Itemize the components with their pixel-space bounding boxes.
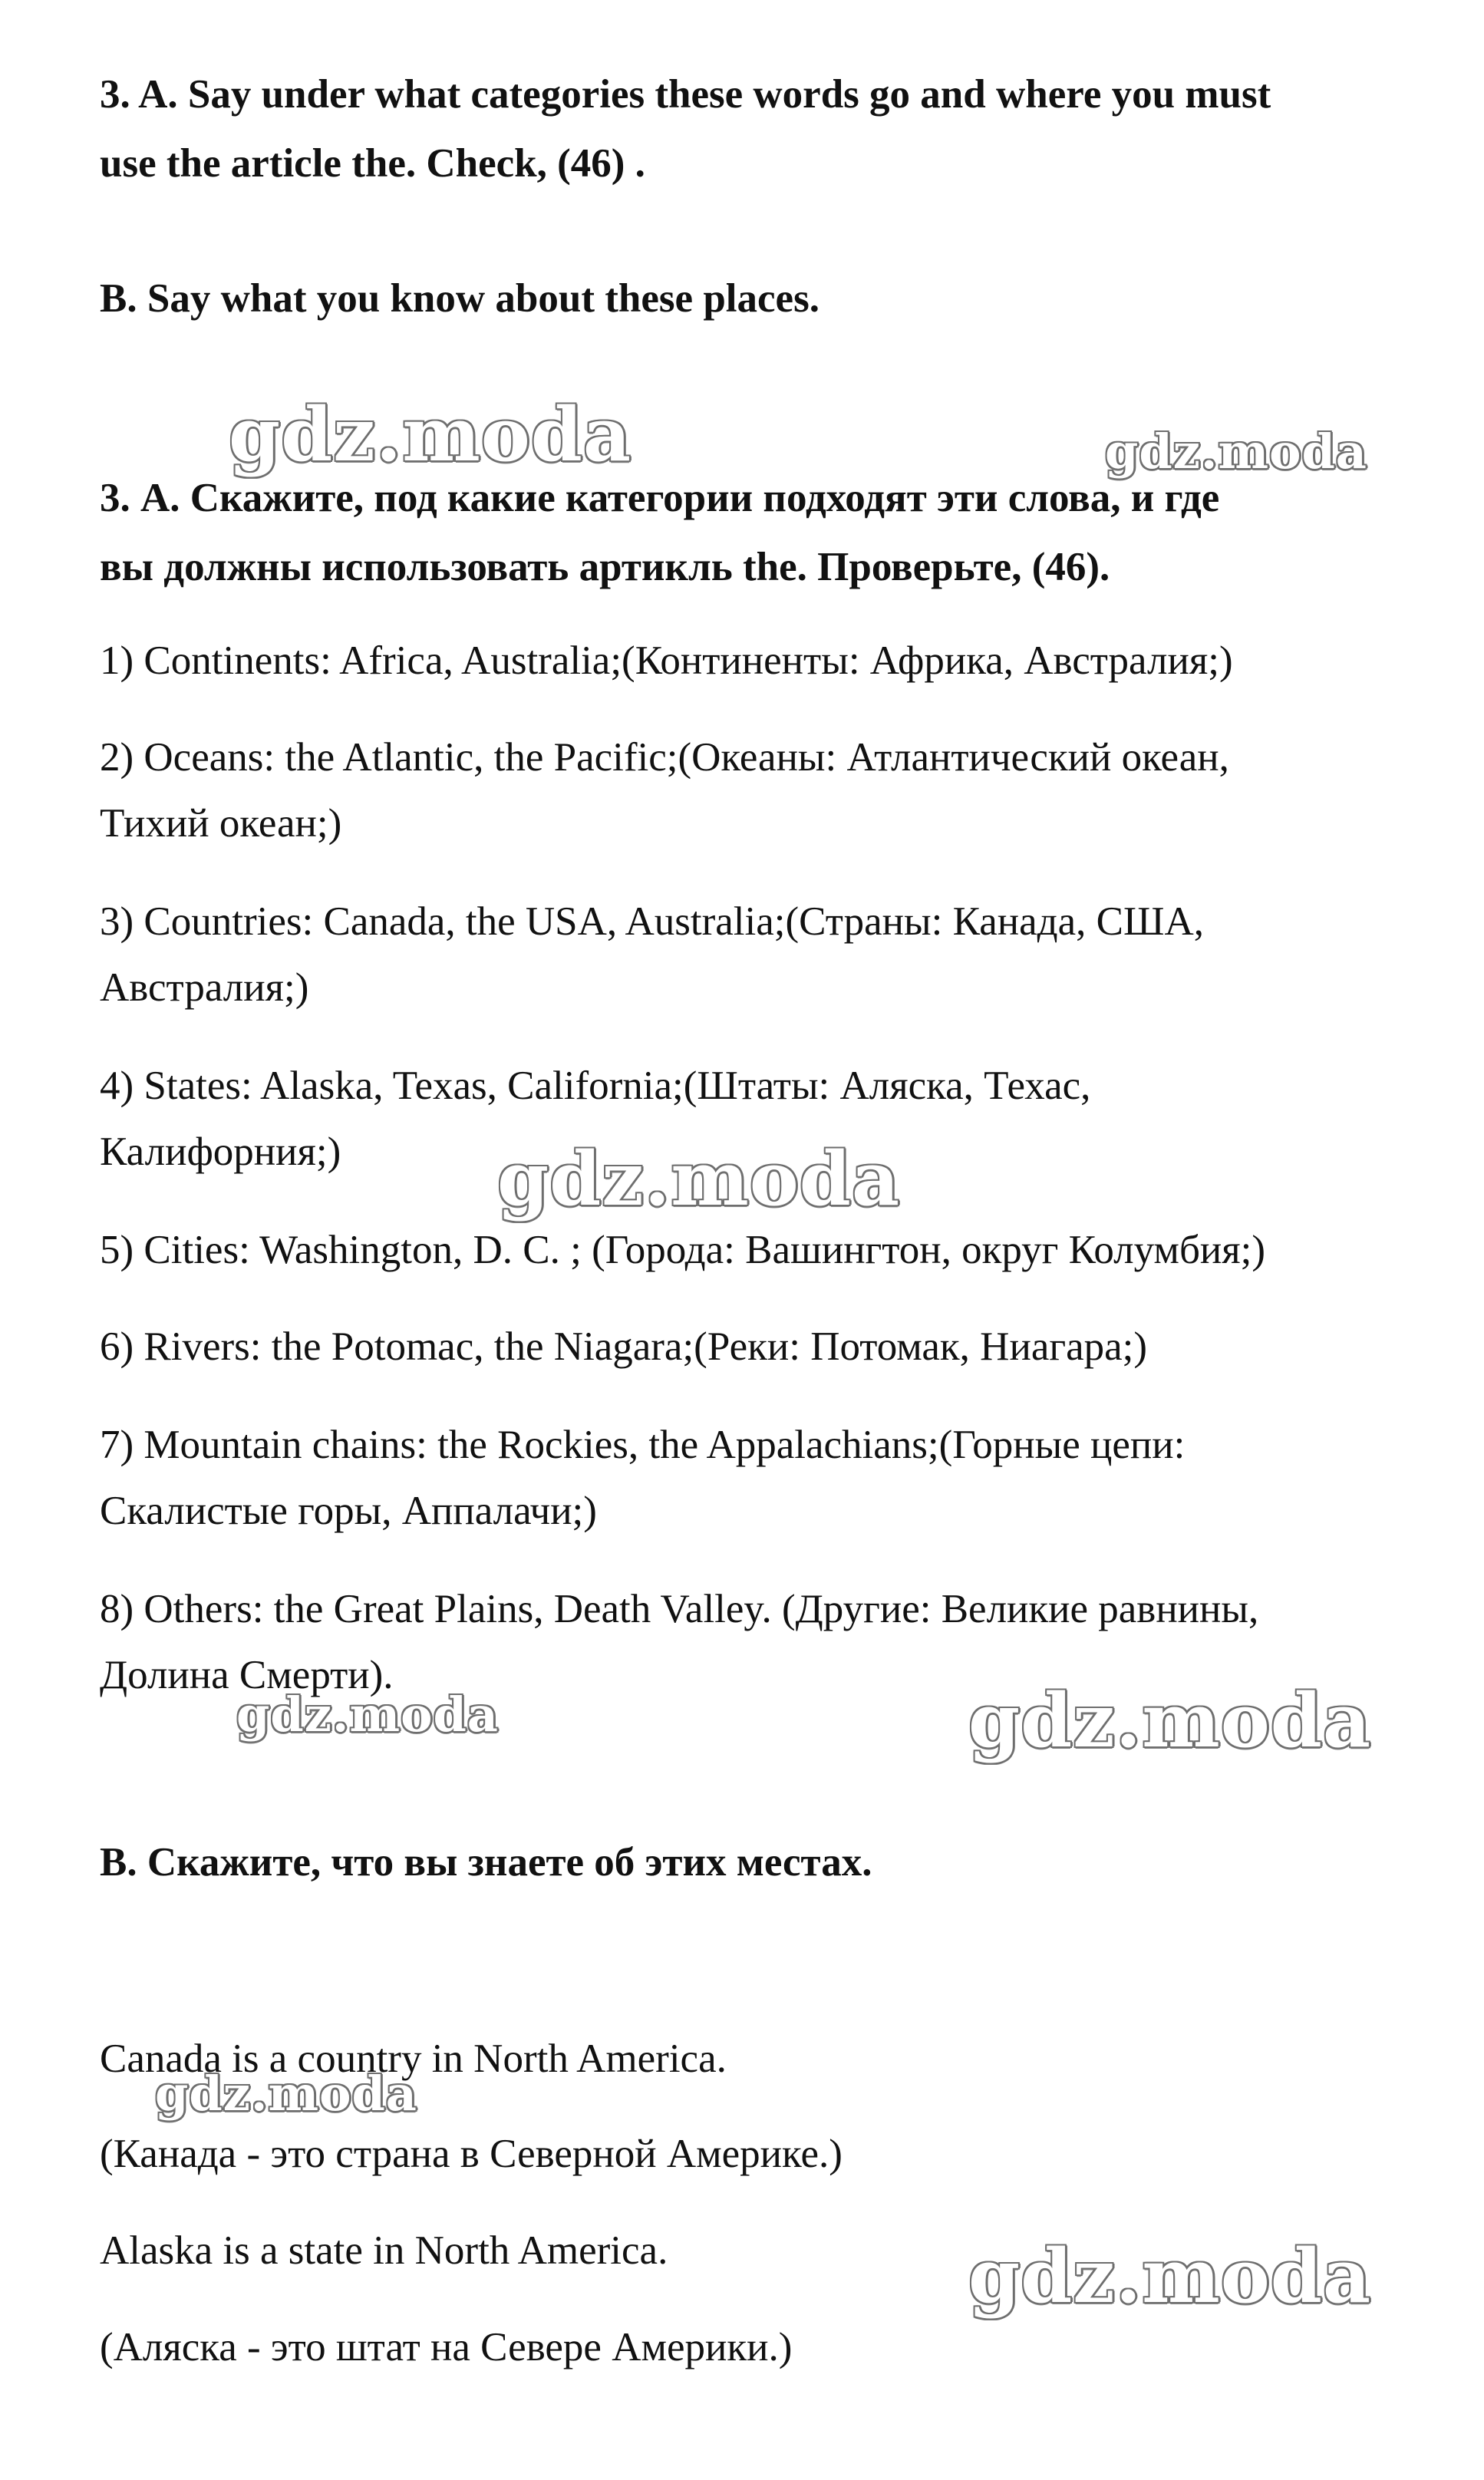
list-item-continuation: Тихий океан;) xyxy=(100,801,342,846)
task-heading-en-line2: use the article the. Check, (46) . xyxy=(100,141,645,186)
watermark: gdz.moda xyxy=(497,1136,901,1222)
watermark: gdz.moda xyxy=(968,1677,1372,1764)
list-item-continuation: Австралия;) xyxy=(100,965,309,1010)
list-item: 8) Others: the Great Plains, Death Valley. (Другие: Великие равнины, xyxy=(100,1587,1259,1631)
list-item: 1) Continents: Africa, Australia;(Континенты: Африка, Австралия;) xyxy=(100,638,1233,683)
task-part-b-ru: В. Скажите, что вы знаете об этих местах. xyxy=(100,1840,872,1885)
list-item: 5) Cities: Washington, D. C. ; (Города: Вашингтон, округ Колумбия;) xyxy=(100,1228,1266,1272)
watermark: gdz.moda xyxy=(236,1687,499,1743)
task-heading-ru-line2: вы должны использовать артикль the. Проверьте, (46). xyxy=(100,545,1110,589)
answer-ru: (Канада - это страна в Северной Америке.) xyxy=(100,2132,843,2176)
list-item: 7) Mountain chains: the Rockies, the Appalachians;(Горные цепи: xyxy=(100,1423,1186,1467)
list-item: 2) Oceans: the Atlantic, the Pacific;(Океаны: Атлантический океан, xyxy=(100,735,1229,780)
watermark: gdz.moda xyxy=(968,2233,1372,2320)
answer-en: Alaska is a state in North America. xyxy=(100,2228,668,2273)
answer-en: Canada is a country in North America. xyxy=(100,2036,727,2081)
list-item-continuation: Калифорния;) xyxy=(100,1130,341,1174)
list-item-continuation: Долина Смерти). xyxy=(100,1653,394,1697)
list-item: 6) Rivers: the Potomac, the Niagara;(Реки: Потомак, Ниагара;) xyxy=(100,1324,1148,1369)
watermark: gdz.moda xyxy=(229,391,632,478)
task-heading-ru-line1: 3. А. Скажите, под какие категории подходят эти слова, и где xyxy=(100,476,1220,520)
answer-ru: (Аляска - это штат на Севере Америки.) xyxy=(100,2325,793,2370)
list-item: 4) States: Alaska, Texas, California;(Штаты: Аляска, Техас, xyxy=(100,1064,1091,1108)
watermark: gdz.moda xyxy=(1105,424,1367,480)
list-item-continuation: Скалистые горы, Аппалачи;) xyxy=(100,1489,597,1533)
task-part-b-en: B. Say what you know about these places. xyxy=(100,276,819,321)
watermark: gdz.moda xyxy=(155,2066,417,2122)
task-heading-en-line1: 3. A. Say under what categories these words go and where you must xyxy=(100,72,1271,117)
list-item: 3) Countries: Canada, the USA, Australia;(Страны: Канада, США, xyxy=(100,899,1204,944)
